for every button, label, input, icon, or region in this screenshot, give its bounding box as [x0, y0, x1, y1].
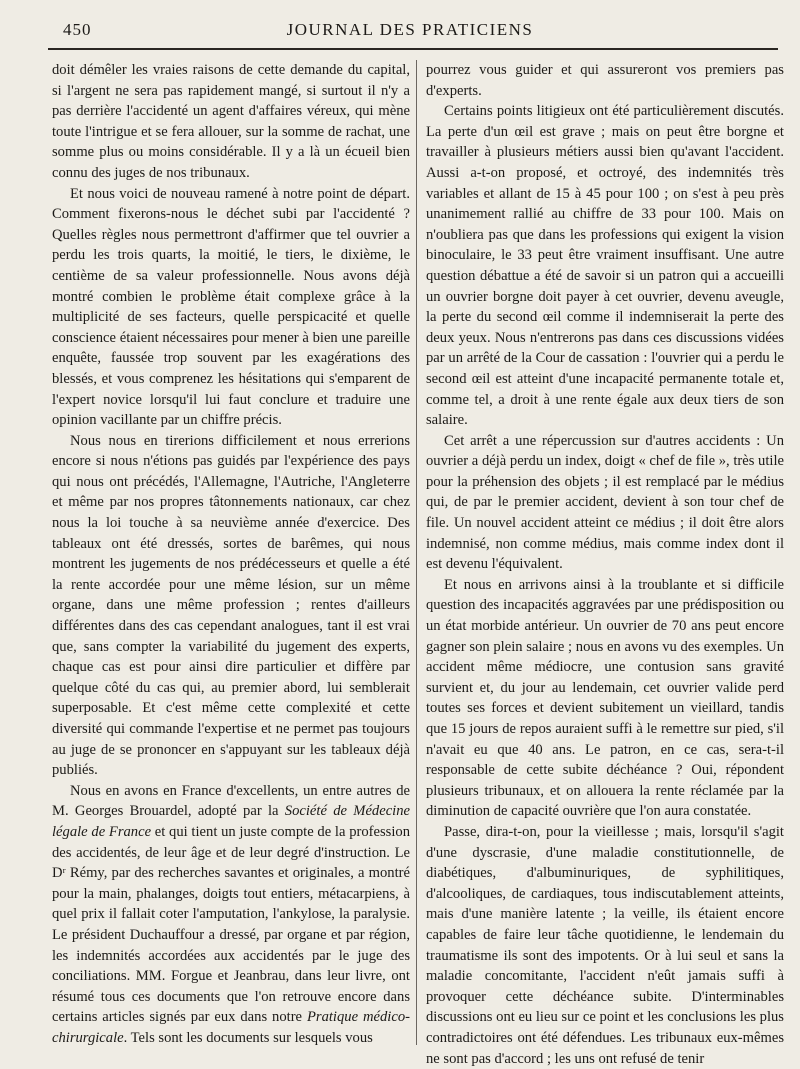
paragraph: pourrez vous guider et qui assureront vos premiers pas d'experts.	[426, 62, 784, 99]
paragraph: Et nous en arrivons ainsi à la troublante et si difficile question des incapacités aggravées par une prédisposition ou un état morbide antérieur. Un ouvrier de 70 ans peut encore gagner son plein salaire ; nous en avons vu des exemples. Un accident même médiocre, une contusion sans gravité survient et, du jour au lendemain, cet ouvrier valide perd toutes ses forces et devient subitement un vieillard, tandis que 15 jours de repos auraient suffi à le remettre sur pied, s'il n'avait eu que 40 ans. Le patron, en ce cas, sera-t-il responsable de cette subite déchéance ? Oui, répondent plusieurs tribunaux, et on allouera la rente réclamée par la diminution de capacité ouvrière que l'on aura constatée.	[426, 576, 784, 820]
italic-title: Pratique médico-chirurgicale	[52, 1009, 410, 1046]
paragraph: Et nous voici de nouveau ramené à notre point de départ. Comment fixerons-nous le déchet subi par l'accidenté ? Quelles règles nous permettront d'affirmer que tel ouvrier a perdu les trois quarts, la moitié, le tiers, le dixième, le centième de sa valeur professionnelle. Nous avons déjà montré combien le problème était complexe grâce à la multiplicité de ses facteurs, quelle perspicacité et quelle conscience étaient nécessaires pour mener à bien une pareille enquête, faussée trop souvent par les exagérations des blessés, et vous comprenez les hésitations qui s'emparent de l'expert novice lorsqu'il lui faut conclure et traduire une opinion vacillante par un chiffre précis.	[52, 185, 410, 429]
page-header	[45, 20, 775, 46]
running-title: JOURNAL DES PRATICIENS	[286, 20, 534, 39]
header-rule	[48, 48, 778, 50]
paragraph: doit démêler les vraies raisons de cette demande du capital, si l'argent ne sera pas rapidement mangé, si surtout il n'y a pas derrière l'accidenté un agent d'affaires véreux, qui mène toute l'intrigue et se fera allouer, sur la somme de rachat, une somme plus ou moins considérable. Il y a là un écueil bien connu des juges de nos tribunaux.	[52, 62, 410, 181]
paragraph: Nous nous en tirerions difficilement et nous errerions encore si nous n'étions pas guidés par l'expérience des pays qui nous ont précédés, l'Allemagne, l'Autriche, l'Angleterre et même par nos propres tâtonnements nationaux, car chez nous la loi touche à sa neuvième année d'exercice. Des tableaux ont été dressés, sortes de barêmes, qui nous montrent les jugements de nos prédécesseurs et quelle a été la rente accordée pour une même lésion, sur un même organe, dans une même profession ; rentes d'ailleurs différentes dans des cas cependant analogues, tant il est vrai que, sans compter la variabilité du jugement des experts, chaque cas est pour ainsi dire particulier et diffère par quelque côté du cas qui, au premier abord, lui semblerait superposable. Et c'est même cette complexité et cette diversité qui commande l'expertise et ne permet pas toujours au juge de se prononcer en s'appuyant sur les tableaux déjà publiés.	[52, 432, 410, 779]
text-run: . Tels sont les documents sur lesquels vous	[123, 1029, 373, 1046]
paragraph: Cet arrêt a une répercussion sur d'autres accidents : Un ouvrier a déjà perdu un index, doigt « chef de file », très utile pour la préhension des objets ; il est remplacé par le médius qui, de par le premier accident, devient à son tour chef de file. Un nouvel accident atteint ce médius ; il doit être alors indemnisé, non comme médius, mais comme index dont il est devenu l'équivalent.	[426, 432, 784, 573]
left-column	[52, 60, 410, 1049]
paragraph: Certains points litigieux ont été particulièrement discutés. La perte d'un œil est grave ; mais on peut être borgne et travailler à plusieurs métiers aussi bien qu'avant l'accident. Aussi a-t-on proposé, et octroyé, des indemnités très variables et allant de 15 à 45 pour 100 ; on s'est à peu près unanimement rallié au chiffre de 33 pour 100. Mais on n'oubliera pas que dans les professions qui exigent la vision binoculaire, le 33 peut être vraiment insuffisant. Une autre question débattue a été de savoir si un patron qui a accueilli un ouvrier borgne doit payer à cet ouvrier, devenu aveugle, la perte du second œil comme il indemniserait la perte des deux yeux. Nous n'entrerons pas dans ces discussions vidées par un arrêté de la Cour de cassation : l'ouvrier qui a perdu le second œil est atteint d'une incapacité permanente totale et, comme tel, a droit à une rente égale aux deux tiers de son salaire.	[426, 103, 784, 429]
paragraph	[52, 781, 410, 1049]
right-column	[426, 60, 784, 1069]
paragraph: Passe, dira-t-on, pour la vieillesse ; mais, lorsqu'il s'agit d'une dyscrasie, d'une maladie constitutionnelle, de diabétiques, d'albuminuriques, de syphilitiques, d'alcooliques, de cardiaques, tous indiscutablement atteints, mais d'une manière latente ; la veille, ils étaient encore capables de faire leur tâche quotidienne, le lendemain du traumatisme ils sont des impotents. Or à lui seul et sans la maladie concomitante, l'accident n'eût jamais suffi à provoquer cette déchéance subite. D'interminables discussions ont eu lieu sur ce point et les conclusions les plus contradictoires ont été défendues. Les tribunaux eux-mêmes ne sont pas d'accord ; les uns ont refusé de tenir	[426, 823, 784, 1067]
text-run: Nous en avons en France d'excellents, un entre autres de M. Georges Brouardel, adopté par la	[52, 782, 410, 820]
column-divider	[416, 60, 417, 1045]
text-run: et qui tient un juste compte de la profession des accidentés, de leur âge et de leur degré d'instruction. Le Dʳ Rémy, par des recherches savantes et originales, a montré pour la main, phalanges, doigts tout entiers, métacarpiens, à quel prix il fallait coter l'amputation, l'ankylose, la paralysie. Le président Duchauffour a dressé, par organe et par région, les indemnités accordées aux accidentés par le juge des conciliations. MM. Forgue et Jeanbrau, dans leur livre, ont résumé tous ces documents que l'on retrouve encore dans certains articles signés par eux dans notre	[52, 823, 410, 1026]
italic-title: Société de Médecine légale de France	[52, 803, 410, 840]
page-number: 450	[63, 20, 92, 39]
